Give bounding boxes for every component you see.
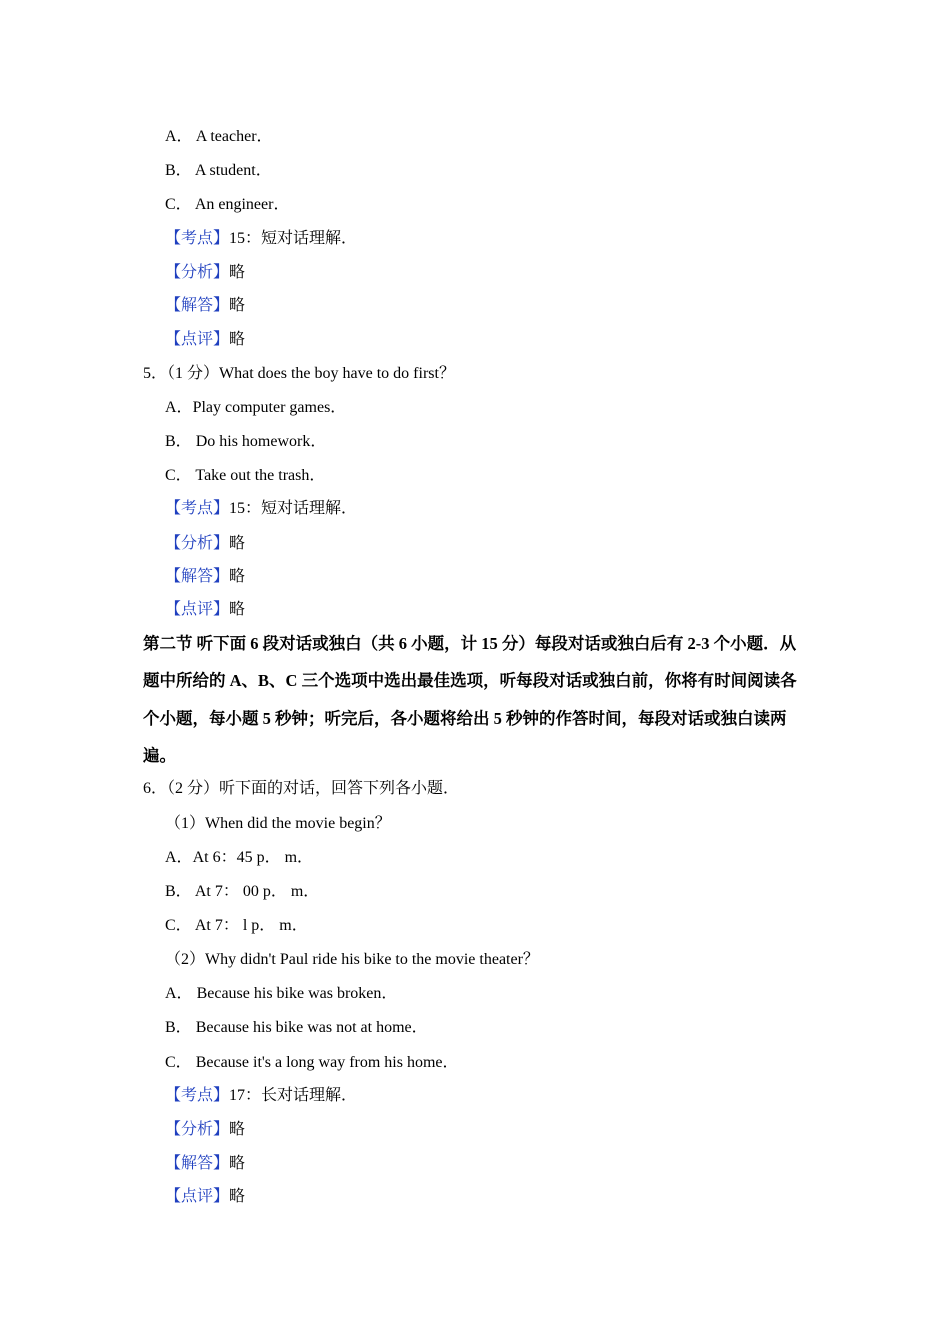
q4-fenxi: 【分析】略 bbox=[165, 264, 246, 281]
q6-sub1-stem: （1）When did the movie begin？ bbox=[165, 815, 391, 832]
q4-option-a: A． A teacher． bbox=[165, 128, 273, 145]
q6-kaodian: 【考点】17：长对话理解． bbox=[165, 1087, 358, 1104]
q5-option-b: B． Do his homework． bbox=[165, 433, 327, 450]
jieda-label: 解答 bbox=[181, 1155, 214, 1172]
jieda-label: 解答 bbox=[181, 568, 214, 585]
q6-sub2-option-c: C． Because it's a long way from his home． bbox=[165, 1054, 459, 1071]
q5-jieda: 【解答】略 bbox=[165, 568, 246, 585]
q5-kaodian: 【考点】15：短对话理解． bbox=[165, 500, 358, 517]
q6-sub2-option-b: B． Because his bike was not at home． bbox=[165, 1019, 428, 1036]
q6-fenxi: 【分析】略 bbox=[165, 1121, 246, 1138]
fenxi-label: 分析 bbox=[181, 264, 214, 281]
fenxi-label: 分析 bbox=[181, 535, 214, 552]
fenxi-label: 分析 bbox=[181, 1121, 214, 1138]
q5-dianping: 【点评】略 bbox=[165, 601, 246, 618]
q4-jieda: 【解答】略 bbox=[165, 297, 246, 314]
dianping-label: 点评 bbox=[181, 1188, 214, 1205]
section2-line-2: 题中所给的 A、B、C 三个选项中选出最佳选项，听每段对话或独白前，你将有时间阅读各 bbox=[143, 671, 797, 690]
section2-line-1: 第二节 听下面 6 段对话或独白（共 6 小题，计 15 分）每段对话或独白后有 2-3 个小题．从 bbox=[143, 634, 797, 653]
q6-stem: 6．（2 分）听下面的对话，回答下列各小题． bbox=[143, 780, 460, 797]
dianping-label: 点评 bbox=[181, 331, 214, 348]
section2-line-3: 个小题，每小题 5 秒钟；听完后，各小题将给出 5 秒钟的作答时间，每段对话或独白读两 bbox=[143, 709, 787, 728]
q4-option-b: B． A student． bbox=[165, 162, 272, 179]
q5-option-c: C． Take out the trash． bbox=[165, 467, 326, 484]
q6-jieda: 【解答】略 bbox=[165, 1155, 246, 1172]
q6-sub1-option-c: C． At 7： l p． m． bbox=[165, 917, 308, 934]
kaodian-label: 考点 bbox=[181, 500, 214, 517]
jieda-label: 解答 bbox=[181, 297, 214, 314]
q5-stem: 5．（1 分）What does the boy have to do first？ bbox=[143, 365, 455, 382]
q4-option-c: C． An engineer． bbox=[165, 196, 290, 213]
q5-option-a: A．Play computer games． bbox=[165, 399, 347, 416]
dianping-label: 点评 bbox=[181, 601, 214, 618]
q6-sub2-stem: （2）Why didn't Paul ride his bike to the movie theater？ bbox=[165, 951, 539, 968]
section2-line-4: 遍。 bbox=[143, 746, 176, 765]
q4-kaodian: 【考点】15：短对话理解． bbox=[165, 230, 358, 247]
kaodian-label: 考点 bbox=[181, 230, 214, 247]
q5-fenxi: 【分析】略 bbox=[165, 535, 246, 552]
q6-sub1-option-b: B． At 7： 00 p． m． bbox=[165, 883, 320, 900]
q6-sub2-option-a: A． Because his bike was broken． bbox=[165, 985, 398, 1002]
q6-dianping: 【点评】略 bbox=[165, 1188, 246, 1205]
q4-dianping: 【点评】略 bbox=[165, 331, 246, 348]
kaodian-label: 考点 bbox=[181, 1087, 214, 1104]
q6-sub1-option-a: A．At 6：45 p． m． bbox=[165, 849, 314, 866]
